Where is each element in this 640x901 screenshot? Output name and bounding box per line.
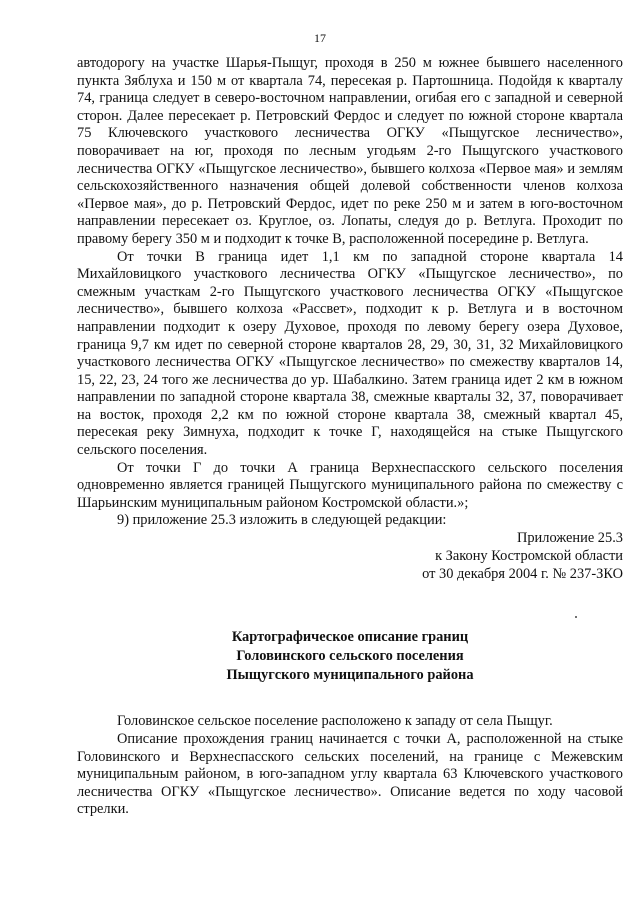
appendix-date: от 30 декабря 2004 г. № 237-ЗКО [422,565,623,582]
title-line-2: Головинского сельского поселения [236,648,464,665]
paragraph-point-v: От точки В граница идет 1,1 км по западной стороне квартала 14 Михайловицкого участкового лесничества ОГКУ «Пыщугское лесничество», по смежным участкам 2-го Пыщугского участкового лесничества ОГКУ «Пыщугское лесничество», бывшего колхоза «Рассвет», подходит к р. Ветлуга и в восточном направлении подходит к озеру Духовое, проходя по левому берегу озера Духовое, граница 9,7 км идет по северной стороне кварталов 28, 29, 30, 31, 32 Михайловицкого участкового лесничества ОГКУ «Пыщугское лесничество» по смежеству кварталов 14, 15, 22, 23, 24 того же лесничества до ур. Шабалкино. Затем граница идет 2 км в южном направлении по западной стороне квартала 38, смежные кварталы 32, 37, поворачивает на восток, проходя 2,2 км по южной стороне квартала 38, смежный квартал 45, пересекая реку Зимнуха, подходит к точке Г, находящейся на стыке Пыщугского сельского поселения. [77,248,623,459]
appendix-law: к Закону Костромской области [435,547,623,564]
appendix-number: Приложение 25.3 [516,530,623,547]
title-line-1: Картографическое описание границ [231,629,469,646]
appendix-reference [77,530,623,583]
paragraph-route-continuation: автодорогу на участке Шарья-Пыщуг, проходя в 250 м южнее бывшего населенного пункта Зяблуха и 150 м от квартала 74, пересекая р. Партошница. Подойдя к кварталу 74, граница следует в северо-восточном направлении, огибая его с западной и северной сторон. Далее пересекает р. Петровский Фердос и следует по южной стороне квартала 75 Ключевского участкового лесничества ОГКУ «Пыщугское лесничество», поворачивает на юг, проходя по лесным угодьям 2-го Пыщугского участкового лесничества ОГКУ «Пыщугское лесничество», бывшего колхоза «Первое мая» и землям сельскохозяйственного назначения общей долевой собственности членов колхоза «Первое мая», до р. Петровский Фердос, идет по реке 250 м и затем в юго-восточном направлении пересекает оз. Круглое, оз. Лопаты, следуя до р. Ветлуга. Проходит по правому берегу 350 м и подходит к точке В, расположенной посередине р. Ветлуга. [77,55,623,247]
scan-dot-mark [575,616,577,618]
page-number: 17 [314,31,326,45]
paragraph-description-start: Описание прохождения границ начинается с точки А, расположенной на стыке Головинского и Верхнеспасского сельских поселений, на границе с Межевским муниципальным районом, в юго-западном углу квартала 63 Ключевского участкового лесничества ОГКУ «Пыщугское лесничество». Описание ведется по ходу часовой стрелки. [77,731,623,818]
paragraph-location: Головинское сельское поселение расположено к западу от села Пыщуг. [117,713,553,730]
title-line-3: Пыщугского муниципального района [226,667,474,684]
section-title [77,628,623,685]
paragraph-point-g: От точки Г до точки А граница Верхнеспасского сельского поселения одновременно является границей Пыщугского муниципального района по смежеству с Шарьинским муниципальным районом Костромской области.»; [77,459,623,511]
paragraph-amendment-item: 9) приложение 25.3 изложить в следующей редакции: [117,512,447,529]
document-body [77,55,623,819]
